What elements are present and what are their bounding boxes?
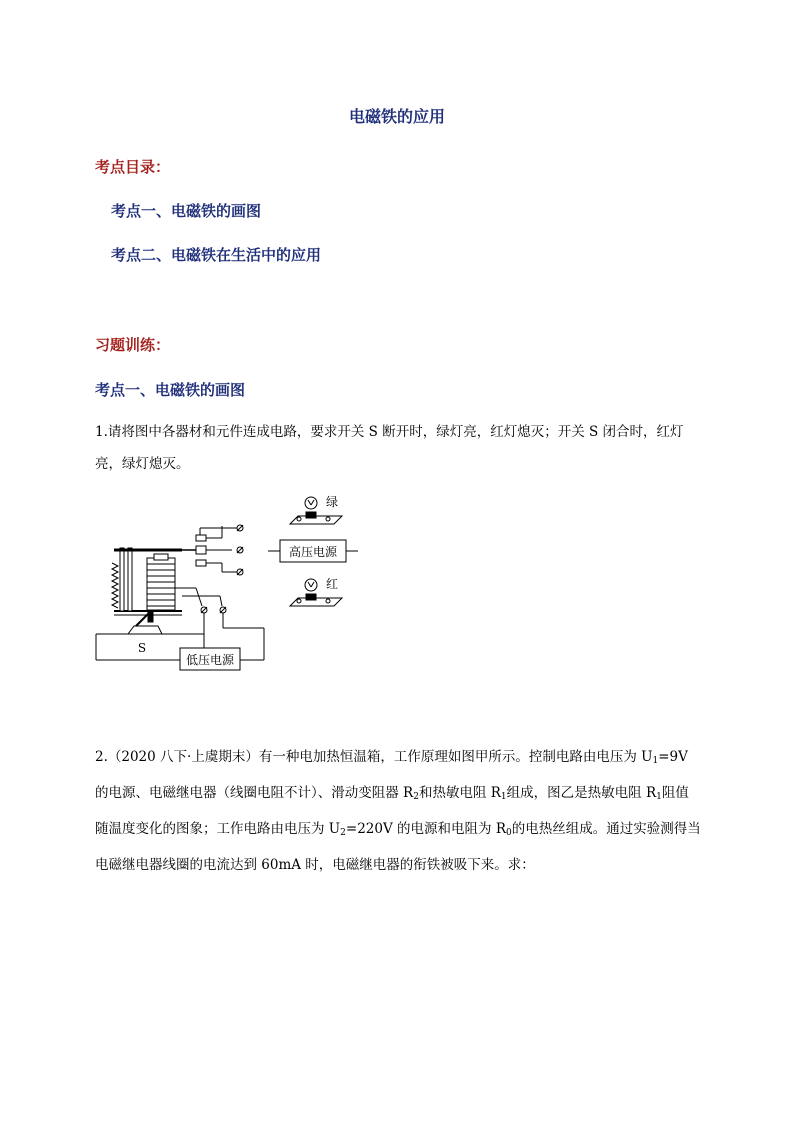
toc-heading: 考点目录：	[95, 158, 171, 176]
question-2-line-3: 随温度变化的图象；工作电路由电压为 $U_2=220V$ 的电源和电阻为 $R_0$的电热丝组成。通过实验测得当	[95, 821, 701, 838]
section-heading-1: 考点一、电磁铁的画图	[95, 381, 246, 399]
high-voltage-label: 高压电源	[288, 545, 338, 559]
switch-base	[128, 626, 162, 634]
moving-contact	[196, 546, 206, 554]
relay-post-left	[120, 548, 124, 611]
toc-item-1: 考点一、电磁铁的画图	[111, 202, 262, 220]
coil-core-top	[154, 554, 168, 560]
green-lamp-label: 绿	[326, 495, 339, 509]
question-2-line-1: 2.（2020 八下·上虞期末）有一种电加热恒温箱，工作原理如图甲所示。控制电路由电压为 $U_1=9V$	[95, 749, 688, 766]
question-2-line-2: 的电源、电磁继电器（线圈电阻不计）、滑动变阻器 $R_2$和热敏电阻 $R_1$组成，图乙是热敏电阻 $R_1$阻值	[95, 785, 689, 802]
relay-circuit-figure	[92, 488, 372, 678]
red-lamp-label: 红	[326, 577, 339, 591]
red-lamp-socket	[306, 594, 316, 600]
switch-label: S	[137, 641, 147, 655]
page-title: 电磁铁的应用	[348, 107, 445, 126]
switch-handle	[148, 610, 153, 622]
green-lamp-socket	[306, 512, 316, 518]
question-2	[95, 741, 707, 881]
red-lamp-bulb	[305, 579, 317, 591]
exercises-heading: 习题训练：	[95, 336, 171, 354]
green-lamp-bulb	[305, 497, 317, 509]
relay-post-right	[128, 548, 132, 611]
toc-item-2: 考点二、电磁铁在生活中的应用	[111, 246, 322, 264]
question-1	[95, 416, 707, 480]
lower-contact	[196, 560, 206, 566]
question-1-line-1: 1.请将图中各器材和元件连成电路，要求开关 S 断开时，绿灯亮，红灯熄灭；开关 S 闭合时，红灯	[95, 424, 684, 440]
low-voltage-label: 低压电源	[185, 653, 235, 667]
spring	[112, 563, 118, 608]
question-2-line-4: 电磁继电器线圈的电流达到 60mA 时，电磁继电器的衔铁被吸下来。求：	[95, 857, 535, 873]
electromagnet-coil	[147, 558, 175, 610]
upper-contact	[196, 535, 206, 541]
question-1-line-2: 亮，绿灯熄灭。	[95, 456, 190, 472]
